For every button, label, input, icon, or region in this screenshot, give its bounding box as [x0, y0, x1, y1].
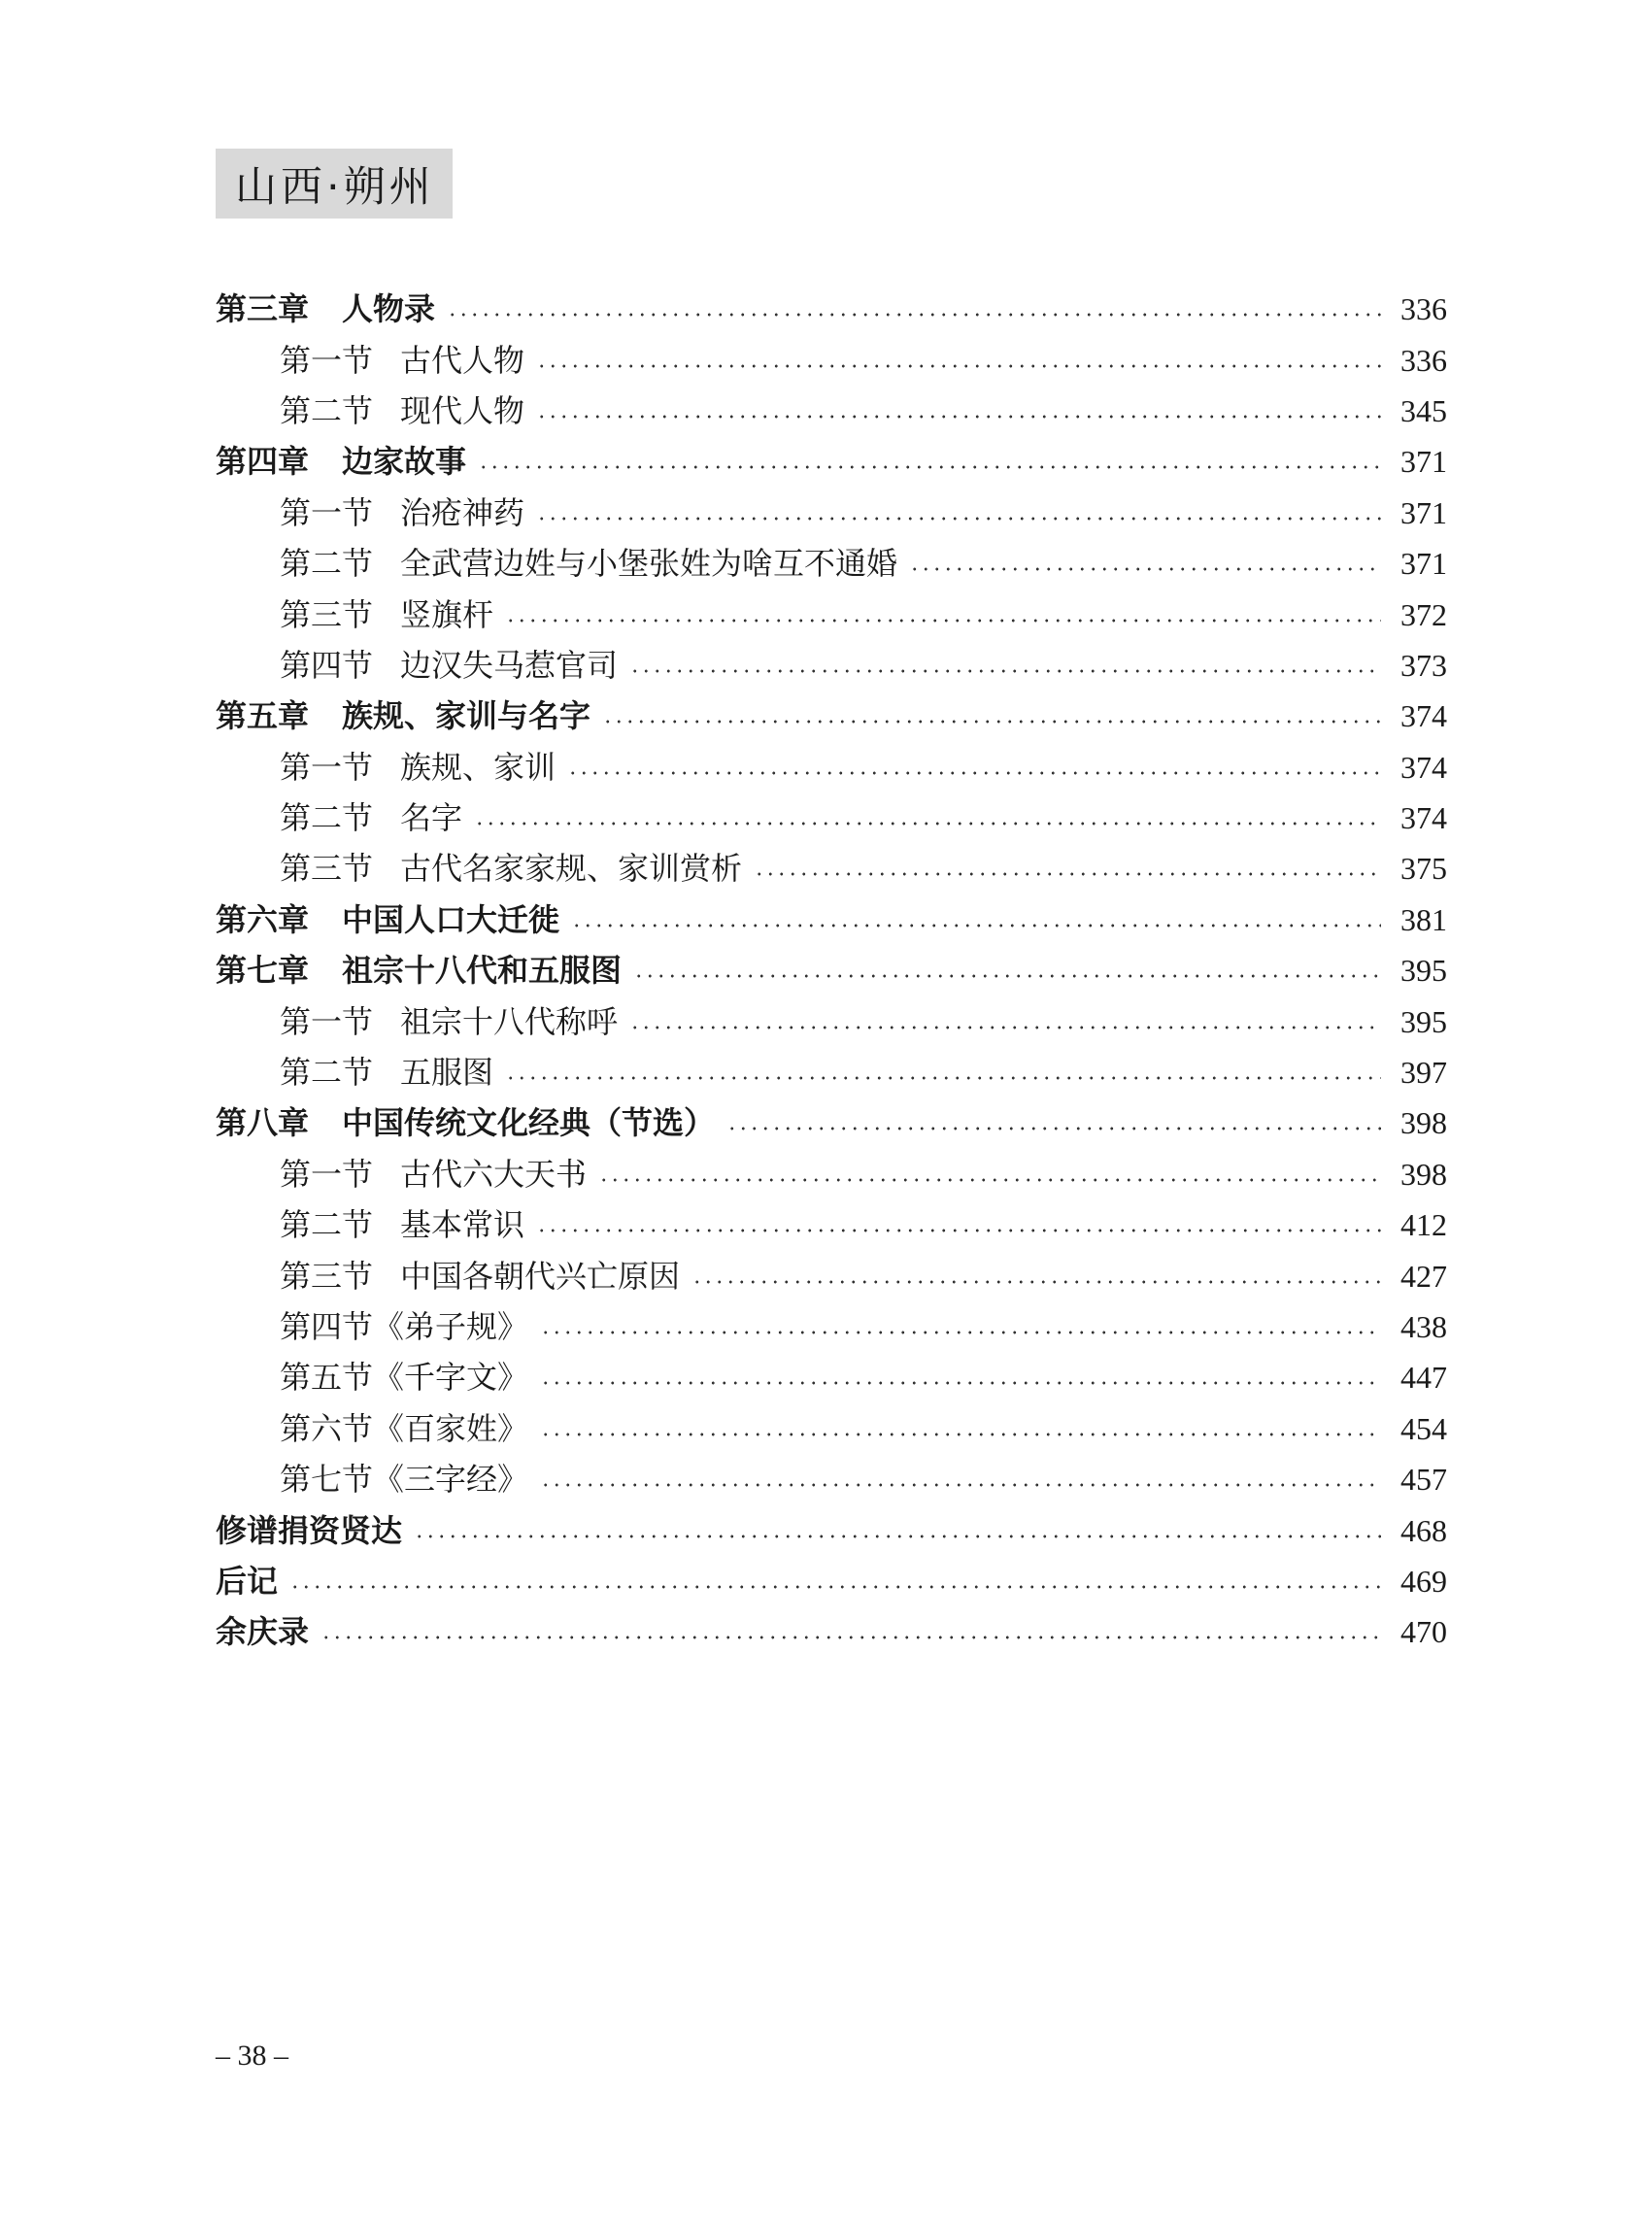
toc-entry-label: 第四章	[216, 443, 310, 481]
toc-section-row	[216, 1149, 1447, 1199]
toc-section-row	[216, 1454, 1447, 1504]
toc-section-row	[216, 1403, 1447, 1454]
dot-leader	[536, 364, 1381, 368]
toc-entry-text: 古代名家家规、家训赏析	[400, 850, 743, 888]
dot-leader	[478, 465, 1381, 469]
toc-entry-title	[280, 1149, 587, 1199]
toc-page-number: 381	[1400, 901, 1447, 937]
dot-leader	[629, 669, 1381, 673]
dot-leader	[540, 1483, 1381, 1487]
toc-section-row	[216, 1352, 1447, 1402]
toc-page-number: 470	[1400, 1614, 1447, 1650]
toc-entry-text: 竖旗杆	[400, 595, 494, 633]
toc-section-row	[216, 640, 1447, 691]
dot-leader	[691, 1280, 1381, 1284]
toc-page-number: 336	[1400, 291, 1447, 327]
toc-entry-text: 族规、家训与名字	[342, 697, 591, 735]
toc-entry-label: 第五章	[216, 697, 310, 735]
dot-leader	[754, 872, 1381, 876]
toc-chapter-row	[216, 1097, 1447, 1148]
toc-entry-title	[280, 1454, 528, 1504]
toc-entry-title	[280, 996, 618, 1047]
toc-chapter-row	[216, 894, 1447, 945]
toc-section-row	[216, 1199, 1447, 1250]
toc-entry-label: 第一节	[280, 493, 374, 531]
toc-entry-title	[216, 691, 590, 741]
toc-entry-title	[280, 538, 897, 589]
toc-entry-text: 古代人物	[400, 341, 525, 379]
toc-entry-title	[280, 590, 493, 640]
dot-leader	[505, 1076, 1381, 1080]
toc-entry-label: 第三节	[280, 595, 374, 633]
running-header	[216, 149, 453, 219]
toc-entry-text: 《千字文》	[373, 1359, 529, 1397]
toc-section-row	[216, 488, 1447, 538]
toc-entry-label: 第一节	[280, 1155, 374, 1193]
toc-chapter-row	[216, 1606, 1447, 1657]
dot-leader	[540, 1381, 1381, 1385]
toc-entry-title	[216, 1606, 309, 1657]
toc-entry-label: 第四节	[280, 646, 374, 684]
toc-chapter-row	[216, 1556, 1447, 1606]
toc-entry-text: 全武营边姓与小堡张姓为啥互不通婚	[400, 545, 898, 583]
toc-entry-label: 第四节	[280, 1308, 374, 1345]
toc-entry-title	[280, 1352, 528, 1402]
toc-entry-text: 《弟子规》	[373, 1308, 529, 1345]
toc-entry-title	[280, 386, 524, 436]
dot-leader	[633, 974, 1381, 978]
toc-section-row	[216, 334, 1447, 385]
toc-page-number: 412	[1400, 1207, 1447, 1243]
toc-chapter-row	[216, 284, 1447, 334]
toc-entry-text: 族规、家训	[400, 748, 556, 786]
toc-entry-title	[280, 843, 742, 894]
dot-leader	[536, 517, 1381, 521]
toc-section-row	[216, 386, 1447, 436]
dot-leader	[909, 567, 1381, 571]
toc-entry-text: 修谱捐资贤达	[216, 1511, 403, 1549]
dot-leader	[414, 1535, 1381, 1538]
toc-entry-label: 第七节	[280, 1461, 374, 1499]
toc-section-row	[216, 1301, 1447, 1352]
toc-entry-text: 现代人物	[400, 391, 525, 429]
toc-entry-title	[280, 742, 556, 793]
toc-entry-text: 祖宗十八代和五服图	[342, 952, 623, 990]
toc-entry-title	[216, 1505, 402, 1556]
toc-entry-label: 第二节	[280, 391, 374, 429]
toc-entry-title	[280, 1403, 528, 1454]
toc-entry-label: 第一节	[280, 748, 374, 786]
toc-page-number: 398	[1400, 1156, 1447, 1192]
toc-section-row	[216, 1047, 1447, 1097]
toc-chapter-row	[216, 1504, 1447, 1555]
dot-leader	[505, 619, 1381, 623]
toc-page-number: 371	[1400, 546, 1447, 582]
toc-chapter-row	[216, 691, 1447, 741]
dot-leader	[320, 1636, 1381, 1639]
toc-entry-label: 第三节	[280, 850, 374, 888]
toc-page-number: 395	[1400, 953, 1447, 989]
toc-page-number: 374	[1400, 800, 1447, 836]
toc-entry-title	[280, 640, 618, 691]
toc-entry-title	[216, 1097, 715, 1148]
toc-entry-text: 余庆录	[216, 1613, 310, 1651]
toc-entry-label: 第一节	[280, 1002, 374, 1040]
toc-page-number: 395	[1400, 1003, 1447, 1039]
toc-entry-text: 边家故事	[342, 443, 467, 481]
toc-entry-title	[280, 793, 462, 843]
toc-entry-text: 《百家姓》	[373, 1409, 529, 1447]
running-header-label: 山西·朔州	[235, 162, 435, 212]
dot-leader	[567, 771, 1381, 775]
dot-leader	[629, 1026, 1381, 1029]
toc-entry-title	[280, 1301, 528, 1352]
toc-entry-text: 基本常识	[400, 1206, 525, 1244]
toc-entry-label: 第一节	[280, 341, 374, 379]
toc-section-row	[216, 1250, 1447, 1300]
toc-page-number: 397	[1400, 1055, 1447, 1091]
toc-entry-label: 第二节	[280, 545, 374, 583]
toc-page-number: 468	[1400, 1512, 1447, 1548]
toc-page-number: 336	[1400, 342, 1447, 378]
toc-page-number: 375	[1400, 851, 1447, 887]
toc-entry-label: 第三节	[280, 1257, 374, 1295]
toc-page-number: 447	[1400, 1360, 1447, 1396]
toc-entry-text: 中国人口大迁徙	[342, 900, 560, 938]
toc-section-row	[216, 742, 1447, 793]
toc-page-number: 373	[1400, 647, 1447, 683]
toc-entry-text: 五服图	[400, 1054, 494, 1092]
toc-section-row	[216, 843, 1447, 894]
toc-entry-title	[280, 335, 524, 386]
toc-entry-label: 第八章	[216, 1104, 310, 1142]
toc-entry-text: 人物录	[342, 290, 436, 328]
toc-entry-text: 中国各朝代兴亡原因	[400, 1257, 681, 1295]
toc-entry-text: 名字	[400, 799, 463, 837]
dot-leader	[289, 1585, 1381, 1589]
toc-chapter-row	[216, 945, 1447, 995]
toc-section-row	[216, 538, 1447, 589]
dot-leader	[726, 1127, 1381, 1130]
toc-entry-text: 治疮神药	[400, 493, 525, 531]
toc-entry-text: 边汉失马惹官司	[400, 646, 619, 684]
dot-leader	[536, 1229, 1381, 1232]
toc-entry-text: 中国传统文化经典（节选）	[342, 1104, 716, 1142]
toc-page-number: 457	[1400, 1462, 1447, 1498]
toc-entry-title	[216, 436, 466, 487]
dot-leader	[540, 1331, 1381, 1334]
toc-section-row	[216, 589, 1447, 639]
toc-entry-label: 第二节	[280, 1206, 374, 1244]
toc-page-number: 372	[1400, 596, 1447, 632]
toc-entry-text: 古代六大天书	[400, 1155, 588, 1193]
toc-entry-title	[280, 1047, 493, 1097]
toc-entry-label: 第二节	[280, 1054, 374, 1092]
dot-leader	[474, 822, 1381, 826]
toc-section-row	[216, 995, 1447, 1046]
toc-section-row	[216, 793, 1447, 843]
dot-leader	[602, 720, 1381, 724]
toc-page-number: 454	[1400, 1410, 1447, 1446]
table-of-contents	[216, 284, 1447, 1658]
toc-entry-title	[216, 894, 559, 945]
page-number: – 38 –	[216, 2040, 288, 2072]
toc-entry-label: 第三章	[216, 290, 310, 328]
toc-page-number: 398	[1400, 1105, 1447, 1141]
toc-page-number: 469	[1400, 1563, 1447, 1599]
dot-leader	[571, 924, 1381, 928]
toc-page-number: 345	[1400, 392, 1447, 428]
toc-entry-title	[280, 1199, 524, 1250]
toc-page-number: 371	[1400, 494, 1447, 530]
toc-entry-title	[216, 1556, 278, 1606]
toc-page-number: 374	[1400, 749, 1447, 785]
dot-leader	[540, 1433, 1381, 1436]
toc-chapter-row	[216, 436, 1447, 487]
dot-leader	[536, 415, 1381, 419]
toc-page-number: 438	[1400, 1309, 1447, 1344]
dot-leader	[447, 313, 1381, 317]
dot-leader	[598, 1178, 1381, 1182]
toc-page-number: 374	[1400, 698, 1447, 734]
toc-entry-label: 第二节	[280, 799, 374, 837]
toc-entry-text: 祖宗十八代称呼	[400, 1002, 619, 1040]
toc-entry-text: 《三字经》	[373, 1461, 529, 1499]
toc-entry-label: 第七章	[216, 952, 310, 990]
toc-entry-label: 第六章	[216, 900, 310, 938]
toc-entry-title	[216, 945, 622, 995]
toc-page-number: 371	[1400, 444, 1447, 480]
toc-entry-title	[280, 488, 524, 538]
toc-entry-label: 第五节	[280, 1359, 374, 1397]
toc-entry-title	[216, 284, 435, 334]
toc-entry-title	[280, 1251, 680, 1301]
toc-page-number: 427	[1400, 1258, 1447, 1294]
toc-entry-label: 第六节	[280, 1409, 374, 1447]
toc-entry-text: 后记	[216, 1562, 279, 1600]
